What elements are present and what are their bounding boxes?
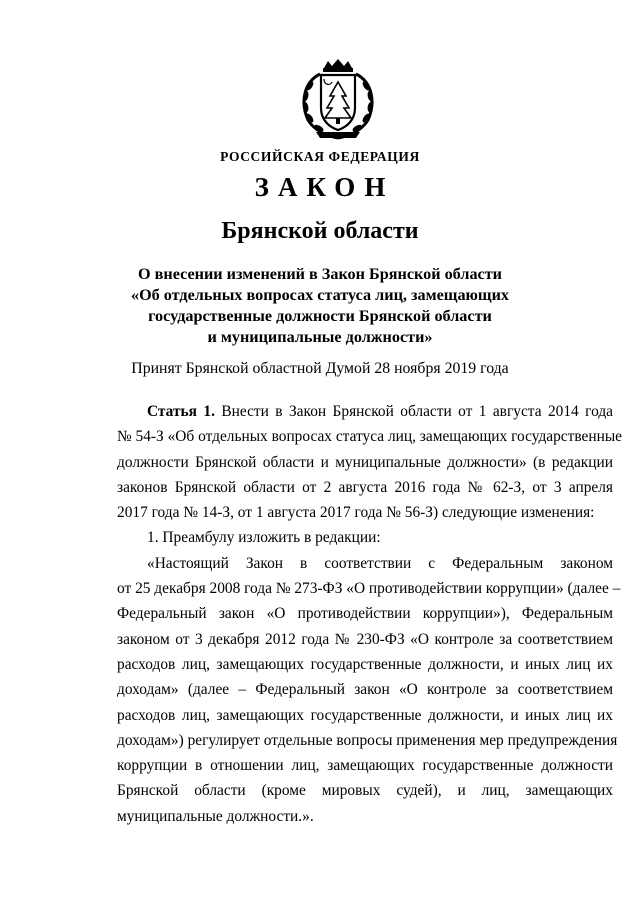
article-text: Внести в Закон Брянской области от 1 августа 2014 года <box>221 403 613 420</box>
article-line: 2017 года № 14-З, от 1 августа 2017 года № 56-З) следующие изменения: <box>117 504 595 522</box>
quote-first-line <box>117 551 613 576</box>
law-title-line: О внесении изменений в Закон Брянской области <box>137 265 503 283</box>
article-label: Статья 1. <box>147 403 215 420</box>
item-one <box>117 525 613 550</box>
quote-line: доходам» (далее – Федеральный закон «О контроле за соответствием <box>117 681 613 699</box>
quote-line: коррупции в отношении лиц, замещающих государственные должности <box>117 757 613 775</box>
law-title-line: «Об отдельных вопросах статуса лиц, замещающих <box>130 286 510 304</box>
quote-first-text: «Настоящий Закон в соответствии с Федеральным законом <box>147 554 613 572</box>
quote-line: законом от 3 декабря 2012 года № 230-ФЗ «О контроле за соответствием <box>117 630 613 648</box>
document-type-heading: ЗАКОН <box>254 172 395 202</box>
quote-line: расходов лиц, замещающих государственные должности, и иных лиц их <box>117 655 613 673</box>
quote-line: доходам») регулирует отдельные вопросы применения мер предупреждения <box>117 731 618 749</box>
article-first-line <box>117 399 613 424</box>
article-line: должности Брянской области и муниципальные должности» (в редакции <box>117 453 613 471</box>
coat-of-arms-emblem <box>294 58 382 142</box>
law-title-line: государственные должности Брянской области <box>148 307 492 325</box>
article-line: законов Брянской области от 2 августа 2016 года № 62-З, от 3 апреля <box>117 478 613 496</box>
law-body <box>117 399 623 829</box>
item-one-text: 1. Преамбулу изложить в редакции: <box>147 529 381 547</box>
quote-line: расходов лиц, замещающих государственные должности, и иных лиц их <box>117 706 613 724</box>
adoption-note: Принят Брянской областной Думой 28 ноября 2019 года <box>131 360 509 377</box>
law-title-line: и муниципальные должности» <box>207 328 433 346</box>
article-line: № 54-З «Об отдельных вопросах статуса лиц, замещающих государственные <box>117 428 623 446</box>
country-name: РОССИЙСКАЯ ФЕДЕРАЦИЯ <box>220 149 420 164</box>
quote-line: от 25 декабря 2008 года № 273-ФЗ «О противодействии коррупции» (далее – <box>117 580 621 598</box>
quote-line: Федеральный закон «О противодействии коррупции»), Федеральным <box>117 605 613 623</box>
quote-line: муниципальные должности.». <box>117 807 314 825</box>
law-title <box>0 264 640 348</box>
region-name: Брянской области <box>221 218 419 244</box>
quote-line: Брянской области (кроме мировых судей), и лиц, замещающих <box>117 782 613 800</box>
